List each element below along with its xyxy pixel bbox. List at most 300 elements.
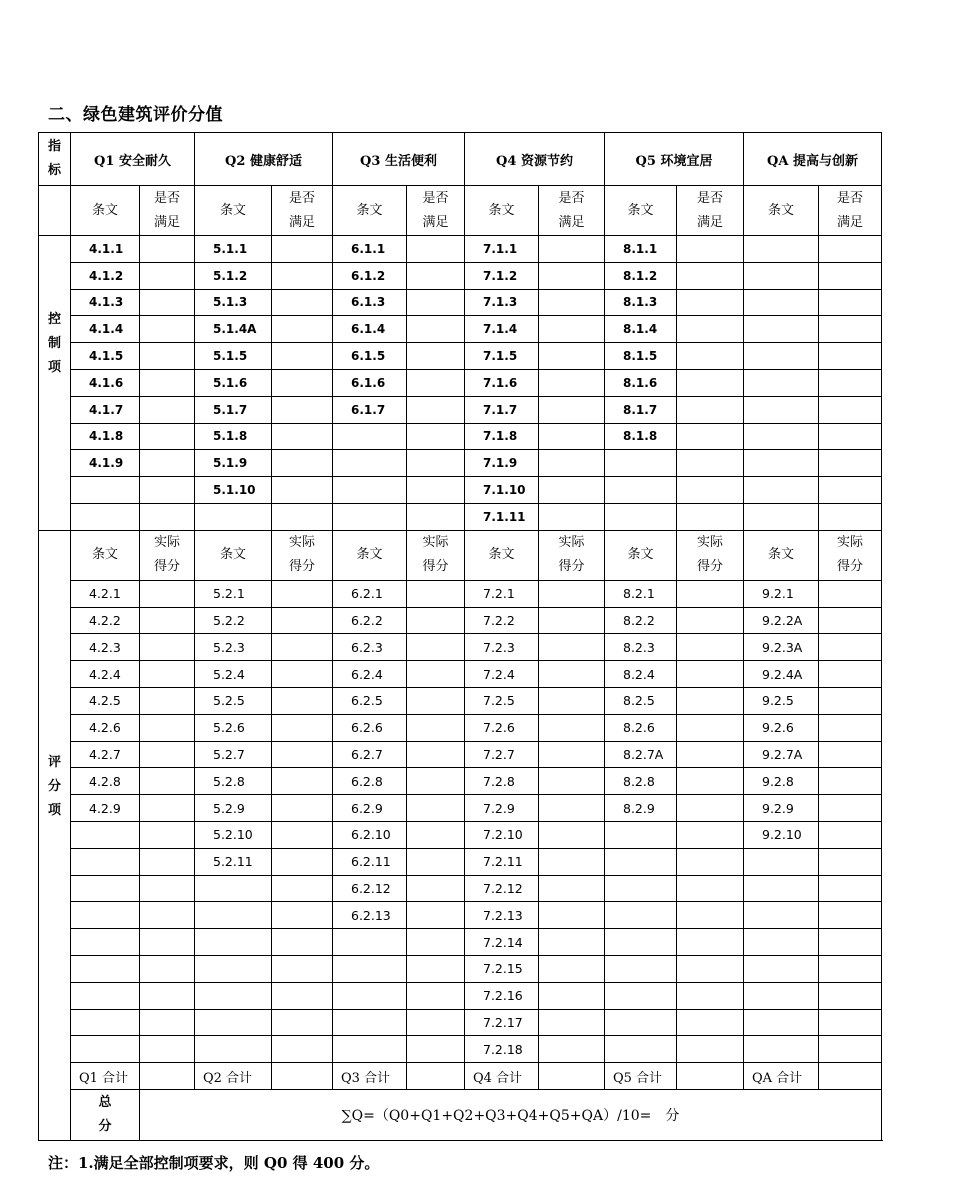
control-clause-cell bbox=[744, 289, 819, 316]
subtotal-value bbox=[407, 1063, 465, 1090]
score-clause-cell bbox=[744, 982, 819, 1009]
score-actual-cell bbox=[677, 929, 744, 956]
control-clause-cell: 8.1.5 bbox=[605, 343, 677, 370]
subheader-actual-score: 实际 得分 bbox=[539, 530, 605, 580]
control-clause-cell: 5.1.2 bbox=[195, 262, 272, 289]
score-clause-cell: 8.2.1 bbox=[605, 580, 677, 607]
control-clause-cell bbox=[71, 477, 140, 504]
score-clause-cell bbox=[605, 929, 677, 956]
score-actual-cell bbox=[677, 1009, 744, 1036]
score-clause-cell bbox=[71, 1036, 140, 1063]
subheader-satisfied: 是否 满足 bbox=[819, 186, 882, 236]
score-clause-cell: 7.2.2 bbox=[465, 607, 539, 634]
score-clause-cell: 9.2.10 bbox=[744, 821, 819, 848]
control-satisfied-cell bbox=[819, 450, 882, 477]
score-actual-cell bbox=[677, 982, 744, 1009]
score-actual-cell bbox=[272, 955, 333, 982]
score-clause-cell bbox=[744, 955, 819, 982]
score-label: 评 分 项 bbox=[39, 530, 71, 1140]
control-satisfied-cell bbox=[677, 503, 744, 530]
control-satisfied-cell bbox=[677, 236, 744, 263]
score-clause-cell bbox=[605, 1036, 677, 1063]
control-clause-cell: 6.1.7 bbox=[333, 396, 407, 423]
score-actual-cell bbox=[539, 902, 605, 929]
score-actual-cell bbox=[819, 634, 882, 661]
subtotal-value bbox=[819, 1063, 882, 1090]
control-satisfied-cell bbox=[677, 396, 744, 423]
score-clause-cell bbox=[744, 902, 819, 929]
control-satisfied-cell bbox=[819, 503, 882, 530]
score-row bbox=[39, 902, 882, 929]
score-actual-cell bbox=[407, 607, 465, 634]
score-actual-cell bbox=[819, 848, 882, 875]
score-clause-cell: 7.2.1 bbox=[465, 580, 539, 607]
control-satisfied-cell bbox=[272, 396, 333, 423]
score-actual-cell bbox=[819, 821, 882, 848]
score-clause-cell: 7.2.7 bbox=[465, 741, 539, 768]
score-actual-cell bbox=[819, 714, 882, 741]
control-clause-cell bbox=[744, 423, 819, 450]
score-clause-cell: 5.2.9 bbox=[195, 795, 272, 822]
control-satisfied-cell bbox=[819, 262, 882, 289]
score-clause-cell: 5.2.11 bbox=[195, 848, 272, 875]
score-actual-cell bbox=[539, 875, 605, 902]
control-satisfied-cell bbox=[407, 423, 465, 450]
score-clause-cell: 6.2.8 bbox=[333, 768, 407, 795]
score-clause-cell: 5.2.5 bbox=[195, 687, 272, 714]
score-actual-cell bbox=[539, 580, 605, 607]
score-actual-cell bbox=[677, 795, 744, 822]
score-clause-cell bbox=[195, 1036, 272, 1063]
score-actual-cell bbox=[539, 741, 605, 768]
score-actual-cell bbox=[407, 741, 465, 768]
control-clause-cell bbox=[744, 477, 819, 504]
score-clause-cell: 5.2.1 bbox=[195, 580, 272, 607]
control-clause-cell: 6.1.4 bbox=[333, 316, 407, 343]
control-satisfied-cell bbox=[819, 477, 882, 504]
subheader-clause: 条文 bbox=[744, 186, 819, 236]
score-actual-cell bbox=[140, 875, 195, 902]
score-clause-cell: 4.2.8 bbox=[71, 768, 140, 795]
control-satisfied-cell bbox=[407, 450, 465, 477]
score-row bbox=[39, 795, 882, 822]
control-clause-cell: 5.1.6 bbox=[195, 369, 272, 396]
subtotal-label: Q5 合计 bbox=[605, 1063, 677, 1090]
score-clause-cell bbox=[333, 955, 407, 982]
subheader-clause: 条文 bbox=[605, 530, 677, 580]
subheader-satisfied: 是否 满足 bbox=[539, 186, 605, 236]
control-clause-cell: 4.1.5 bbox=[71, 343, 140, 370]
score-actual-cell bbox=[539, 929, 605, 956]
score-subheader-row bbox=[39, 530, 882, 580]
score-clause-cell: 9.2.8 bbox=[744, 768, 819, 795]
control-satisfied-cell bbox=[677, 450, 744, 477]
control-satisfied-cell bbox=[407, 396, 465, 423]
control-satisfied-cell bbox=[819, 316, 882, 343]
score-actual-cell bbox=[407, 795, 465, 822]
control-clause-cell bbox=[744, 262, 819, 289]
score-clause-cell: 6.2.5 bbox=[333, 687, 407, 714]
score-clause-cell: 7.2.14 bbox=[465, 929, 539, 956]
score-clause-cell: 7.2.5 bbox=[465, 687, 539, 714]
control-clause-cell bbox=[605, 503, 677, 530]
control-satisfied-cell bbox=[677, 316, 744, 343]
control-satisfied-cell bbox=[539, 262, 605, 289]
score-actual-cell bbox=[272, 848, 333, 875]
score-clause-cell: 4.2.7 bbox=[71, 741, 140, 768]
control-clause-cell: 8.1.2 bbox=[605, 262, 677, 289]
score-clause-cell bbox=[605, 955, 677, 982]
control-satisfied-cell bbox=[272, 289, 333, 316]
score-clause-cell: 7.2.9 bbox=[465, 795, 539, 822]
score-row bbox=[39, 955, 882, 982]
control-satisfied-cell bbox=[272, 369, 333, 396]
score-actual-cell bbox=[539, 955, 605, 982]
control-satisfied-cell bbox=[677, 369, 744, 396]
control-clause-cell: 5.1.3 bbox=[195, 289, 272, 316]
subtotal-value bbox=[539, 1063, 605, 1090]
subtotal-row bbox=[39, 1063, 882, 1090]
score-actual-cell bbox=[677, 955, 744, 982]
control-satisfied-cell bbox=[407, 343, 465, 370]
score-actual-cell bbox=[140, 929, 195, 956]
score-actual-cell bbox=[539, 1009, 605, 1036]
control-satisfied-cell bbox=[539, 450, 605, 477]
score-clause-cell bbox=[71, 982, 140, 1009]
control-clause-cell: 6.1.3 bbox=[333, 289, 407, 316]
control-satisfied-cell bbox=[272, 477, 333, 504]
score-actual-cell bbox=[272, 1009, 333, 1036]
control-satisfied-cell bbox=[140, 236, 195, 263]
score-actual-cell bbox=[819, 1036, 882, 1063]
control-row bbox=[39, 503, 882, 530]
control-clause-cell: 7.1.5 bbox=[465, 343, 539, 370]
subheader-blank bbox=[39, 186, 71, 236]
score-clause-cell bbox=[195, 955, 272, 982]
score-clause-cell: 5.2.8 bbox=[195, 768, 272, 795]
score-clause-cell: 7.2.11 bbox=[465, 848, 539, 875]
score-clause-cell bbox=[744, 1036, 819, 1063]
score-clause-cell bbox=[195, 902, 272, 929]
score-actual-cell bbox=[819, 580, 882, 607]
score-actual-cell bbox=[677, 768, 744, 795]
score-clause-cell bbox=[605, 875, 677, 902]
control-satisfied-cell bbox=[140, 343, 195, 370]
score-actual-cell bbox=[272, 607, 333, 634]
score-clause-cell: 9.2.3A bbox=[744, 634, 819, 661]
score-clause-cell bbox=[333, 1036, 407, 1063]
score-clause-cell: 7.2.16 bbox=[465, 982, 539, 1009]
control-satisfied-cell bbox=[677, 343, 744, 370]
score-actual-cell bbox=[677, 902, 744, 929]
score-clause-cell: 5.2.3 bbox=[195, 634, 272, 661]
score-actual-cell bbox=[819, 768, 882, 795]
score-clause-cell: 7.2.18 bbox=[465, 1036, 539, 1063]
score-clause-cell: 4.2.3 bbox=[71, 634, 140, 661]
score-clause-cell: 4.2.2 bbox=[71, 607, 140, 634]
score-actual-cell bbox=[407, 821, 465, 848]
control-satisfied-cell bbox=[407, 289, 465, 316]
score-actual-cell bbox=[539, 982, 605, 1009]
control-clause-cell bbox=[333, 423, 407, 450]
score-clause-cell bbox=[605, 848, 677, 875]
score-clause-cell bbox=[333, 982, 407, 1009]
control-clause-cell: 5.1.8 bbox=[195, 423, 272, 450]
subheader-clause: 条文 bbox=[71, 186, 140, 236]
control-clause-cell bbox=[744, 369, 819, 396]
category-qa: QA 提高与创新 bbox=[744, 133, 882, 186]
score-clause-cell: 7.2.4 bbox=[465, 661, 539, 688]
score-actual-cell bbox=[819, 795, 882, 822]
score-clause-cell bbox=[195, 1009, 272, 1036]
score-actual-cell bbox=[539, 768, 605, 795]
score-actual-cell bbox=[819, 1009, 882, 1036]
score-actual-cell bbox=[407, 714, 465, 741]
score-actual-cell bbox=[272, 768, 333, 795]
score-clause-cell bbox=[71, 875, 140, 902]
control-clause-cell: 6.1.5 bbox=[333, 343, 407, 370]
score-actual-cell bbox=[677, 687, 744, 714]
subheader-clause: 条文 bbox=[333, 186, 407, 236]
score-actual-cell bbox=[140, 1036, 195, 1063]
subheader-clause: 条文 bbox=[465, 530, 539, 580]
score-actual-cell bbox=[677, 661, 744, 688]
score-actual-cell bbox=[407, 1009, 465, 1036]
control-clause-cell bbox=[744, 343, 819, 370]
control-clause-cell: 7.1.7 bbox=[465, 396, 539, 423]
score-actual-cell bbox=[539, 687, 605, 714]
control-clause-cell: 7.1.8 bbox=[465, 423, 539, 450]
subheader-satisfied: 是否 满足 bbox=[407, 186, 465, 236]
score-actual-cell bbox=[539, 714, 605, 741]
corner-label: 指 标 bbox=[39, 133, 71, 186]
score-clause-cell: 6.2.3 bbox=[333, 634, 407, 661]
score-clause-cell: 7.2.8 bbox=[465, 768, 539, 795]
control-satisfied-cell bbox=[140, 396, 195, 423]
score-actual-cell bbox=[407, 902, 465, 929]
score-actual-cell bbox=[819, 607, 882, 634]
score-clause-cell: 5.2.2 bbox=[195, 607, 272, 634]
score-clause-cell: 4.2.9 bbox=[71, 795, 140, 822]
control-clause-cell: 5.1.9 bbox=[195, 450, 272, 477]
score-actual-cell bbox=[677, 634, 744, 661]
score-clause-cell: 6.2.6 bbox=[333, 714, 407, 741]
score-actual-cell bbox=[140, 661, 195, 688]
control-clause-cell: 4.1.8 bbox=[71, 423, 140, 450]
subtotal-label: Q3 合计 bbox=[333, 1063, 407, 1090]
score-clause-cell: 7.2.12 bbox=[465, 875, 539, 902]
score-actual-cell bbox=[407, 580, 465, 607]
score-actual-cell bbox=[272, 875, 333, 902]
score-actual-cell bbox=[677, 741, 744, 768]
score-clause-cell: 6.2.1 bbox=[333, 580, 407, 607]
score-actual-cell bbox=[140, 634, 195, 661]
score-actual-cell bbox=[677, 821, 744, 848]
score-clause-cell: 6.2.10 bbox=[333, 821, 407, 848]
score-clause-cell: 9.2.2A bbox=[744, 607, 819, 634]
control-clause-cell: 4.1.7 bbox=[71, 396, 140, 423]
score-clause-cell bbox=[605, 821, 677, 848]
control-clause-cell bbox=[744, 396, 819, 423]
subtotal-label: Q1 合计 bbox=[71, 1063, 140, 1090]
category-q3: Q3 生活便利 bbox=[333, 133, 465, 186]
score-clause-cell bbox=[333, 1009, 407, 1036]
score-actual-cell bbox=[272, 929, 333, 956]
score-actual-cell bbox=[819, 741, 882, 768]
score-row bbox=[39, 848, 882, 875]
control-clause-cell: 6.1.1 bbox=[333, 236, 407, 263]
score-actual-cell bbox=[407, 929, 465, 956]
control-clause-cell bbox=[605, 450, 677, 477]
control-clause-cell bbox=[744, 450, 819, 477]
score-actual-cell bbox=[140, 821, 195, 848]
subheader-clause: 条文 bbox=[465, 186, 539, 236]
control-satisfied-cell bbox=[272, 316, 333, 343]
control-satisfied-cell bbox=[819, 289, 882, 316]
control-clause-cell: 4.1.4 bbox=[71, 316, 140, 343]
control-clause-cell: 7.1.10 bbox=[465, 477, 539, 504]
score-actual-cell bbox=[140, 955, 195, 982]
score-actual-cell bbox=[407, 982, 465, 1009]
control-satisfied-cell bbox=[539, 396, 605, 423]
category-q5: Q5 环境宜居 bbox=[605, 133, 744, 186]
control-clause-cell: 4.1.6 bbox=[71, 369, 140, 396]
score-row bbox=[39, 687, 882, 714]
total-label: 总 分 bbox=[71, 1089, 140, 1140]
score-clause-cell bbox=[71, 902, 140, 929]
subheader-clause: 条文 bbox=[195, 186, 272, 236]
score-clause-cell: 5.2.10 bbox=[195, 821, 272, 848]
subheader-satisfied: 是否 满足 bbox=[677, 186, 744, 236]
control-satisfied-cell bbox=[272, 450, 333, 477]
control-satisfied-cell bbox=[407, 477, 465, 504]
subheader-clause: 条文 bbox=[195, 530, 272, 580]
score-clause-cell: 6.2.12 bbox=[333, 875, 407, 902]
score-clause-cell: 5.2.6 bbox=[195, 714, 272, 741]
control-row bbox=[39, 236, 882, 263]
score-clause-cell: 8.2.7A bbox=[605, 741, 677, 768]
score-row bbox=[39, 1036, 882, 1063]
score-actual-cell bbox=[407, 768, 465, 795]
score-actual-cell bbox=[272, 661, 333, 688]
subheader-actual-score: 实际 得分 bbox=[819, 530, 882, 580]
control-clause-cell: 7.1.4 bbox=[465, 316, 539, 343]
control-clause-cell bbox=[744, 316, 819, 343]
score-row bbox=[39, 580, 882, 607]
control-satisfied-cell bbox=[140, 503, 195, 530]
control-satisfied-cell bbox=[140, 423, 195, 450]
category-q2: Q2 健康舒适 bbox=[195, 133, 333, 186]
score-row bbox=[39, 1009, 882, 1036]
score-actual-cell bbox=[819, 929, 882, 956]
control-clause-cell: 7.1.11 bbox=[465, 503, 539, 530]
score-actual-cell bbox=[819, 902, 882, 929]
control-satisfied-cell bbox=[539, 316, 605, 343]
score-actual-cell bbox=[539, 848, 605, 875]
control-clause-cell: 8.1.6 bbox=[605, 369, 677, 396]
control-satisfied-cell bbox=[407, 316, 465, 343]
control-clause-cell: 6.1.2 bbox=[333, 262, 407, 289]
score-clause-cell: 4.2.5 bbox=[71, 687, 140, 714]
control-clause-cell: 7.1.9 bbox=[465, 450, 539, 477]
score-actual-cell bbox=[272, 821, 333, 848]
control-satisfied-cell bbox=[140, 369, 195, 396]
score-clause-cell: 8.2.4 bbox=[605, 661, 677, 688]
score-actual-cell bbox=[407, 955, 465, 982]
score-row bbox=[39, 607, 882, 634]
control-clause-cell: 7.1.6 bbox=[465, 369, 539, 396]
score-actual-cell bbox=[539, 607, 605, 634]
score-actual-cell bbox=[539, 795, 605, 822]
score-clause-cell bbox=[195, 875, 272, 902]
section-title: 二、绿色建筑评价分值 bbox=[48, 105, 223, 125]
control-clause-cell: 5.1.1 bbox=[195, 236, 272, 263]
score-row bbox=[39, 768, 882, 795]
control-satisfied-cell bbox=[819, 343, 882, 370]
score-clause-cell: 7.2.6 bbox=[465, 714, 539, 741]
control-satisfied-cell bbox=[272, 262, 333, 289]
control-row bbox=[39, 450, 882, 477]
control-row bbox=[39, 477, 882, 504]
control-satisfied-cell bbox=[140, 316, 195, 343]
control-clause-cell: 5.1.7 bbox=[195, 396, 272, 423]
score-actual-cell bbox=[272, 795, 333, 822]
control-satisfied-cell bbox=[539, 503, 605, 530]
score-clause-cell bbox=[71, 1009, 140, 1036]
score-clause-cell: 7.2.15 bbox=[465, 955, 539, 982]
score-actual-cell bbox=[140, 714, 195, 741]
score-clause-cell: 6.2.7 bbox=[333, 741, 407, 768]
score-clause-cell: 8.2.5 bbox=[605, 687, 677, 714]
score-clause-cell: 8.2.2 bbox=[605, 607, 677, 634]
subheader-clause: 条文 bbox=[744, 530, 819, 580]
subheader-clause: 条文 bbox=[605, 186, 677, 236]
score-clause-cell: 7.2.3 bbox=[465, 634, 539, 661]
score-clause-cell: 9.2.5 bbox=[744, 687, 819, 714]
subtotal-label: QA 合计 bbox=[744, 1063, 819, 1090]
control-clause-cell: 8.1.3 bbox=[605, 289, 677, 316]
control-satisfied-cell bbox=[677, 477, 744, 504]
control-clause-cell: 8.1.7 bbox=[605, 396, 677, 423]
score-clause-cell bbox=[71, 821, 140, 848]
control-clause-cell: 5.1.5 bbox=[195, 343, 272, 370]
score-row bbox=[39, 741, 882, 768]
control-satisfied-cell bbox=[539, 236, 605, 263]
control-satisfied-cell bbox=[407, 262, 465, 289]
control-row bbox=[39, 289, 882, 316]
control-satisfied-cell bbox=[539, 289, 605, 316]
subheader-satisfied: 是否 满足 bbox=[272, 186, 333, 236]
score-row bbox=[39, 714, 882, 741]
score-row bbox=[39, 661, 882, 688]
category-header-row bbox=[39, 133, 882, 186]
score-clause-cell bbox=[71, 929, 140, 956]
score-actual-cell bbox=[140, 902, 195, 929]
score-clause-cell: 9.2.7A bbox=[744, 741, 819, 768]
score-clause-cell bbox=[605, 982, 677, 1009]
score-actual-cell bbox=[140, 741, 195, 768]
control-satisfied-cell bbox=[272, 503, 333, 530]
score-clause-cell bbox=[744, 875, 819, 902]
subheader-actual-score: 实际 得分 bbox=[407, 530, 465, 580]
score-actual-cell bbox=[140, 580, 195, 607]
score-actual-cell bbox=[819, 955, 882, 982]
score-clause-cell bbox=[195, 929, 272, 956]
control-clause-cell: 7.1.1 bbox=[465, 236, 539, 263]
control-satisfied-cell bbox=[819, 396, 882, 423]
control-clause-cell: 5.1.10 bbox=[195, 477, 272, 504]
control-satisfied-cell bbox=[677, 262, 744, 289]
